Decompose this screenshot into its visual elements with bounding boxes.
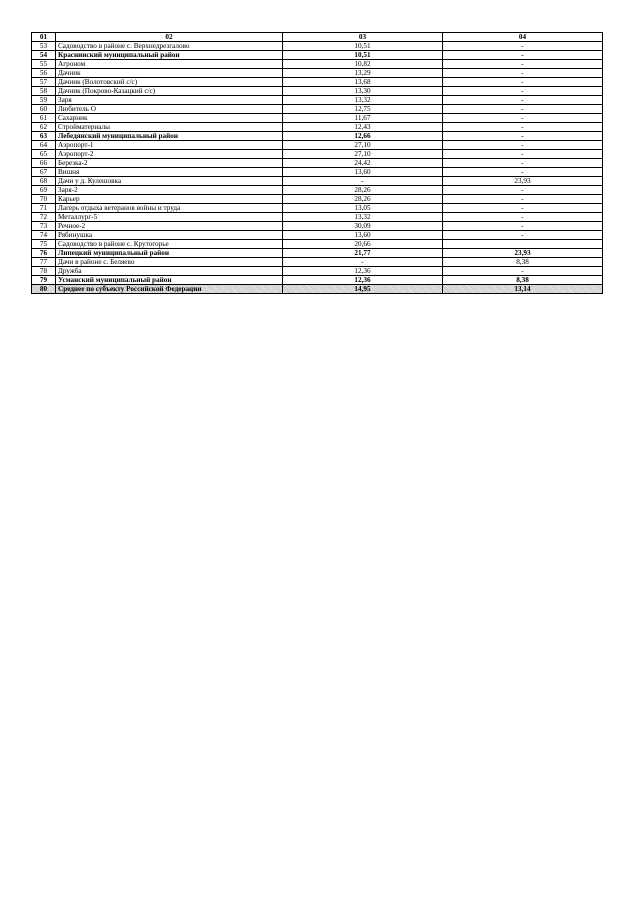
row-value-04-cell: -: [443, 213, 603, 222]
row-number-cell: 75: [32, 240, 56, 249]
table-row: [32, 231, 603, 240]
table-row: [32, 249, 603, 258]
table-row: [32, 204, 603, 213]
row-value-04-cell: -: [443, 123, 603, 132]
row-value-04-cell: -: [443, 168, 603, 177]
row-name-cell: Дачник (Покрово-Казацкий с/с): [56, 87, 283, 96]
table-row: [32, 195, 603, 204]
row-name-cell: Дачи у д. Кулешовка: [56, 177, 283, 186]
row-number-cell: 62: [32, 123, 56, 132]
table-row: [32, 69, 603, 78]
row-name-cell: Вишня: [56, 168, 283, 177]
row-name-cell: Заря-2: [56, 186, 283, 195]
row-value-04-cell: -: [443, 231, 603, 240]
row-value-04-cell: 23,93: [443, 249, 603, 258]
table-row: [32, 276, 603, 285]
row-number-cell: 53: [32, 42, 56, 51]
row-name-cell: Любитель О: [56, 105, 283, 114]
row-name-cell: Агроном: [56, 60, 283, 69]
row-number-cell: 69: [32, 186, 56, 195]
row-value-03-cell: 13,29: [283, 69, 443, 78]
row-value-03-cell: -: [283, 258, 443, 267]
row-value-03-cell: 13,60: [283, 168, 443, 177]
row-number-cell: 70: [32, 195, 56, 204]
row-value-03-cell: 30,09: [283, 222, 443, 231]
row-value-04-cell: 13,14: [443, 285, 603, 294]
row-value-04-cell: -: [443, 150, 603, 159]
table-row: [32, 132, 603, 141]
table-row: [32, 150, 603, 159]
row-number-cell: 78: [32, 267, 56, 276]
table-row: [32, 213, 603, 222]
row-value-04-cell: -: [443, 141, 603, 150]
row-number-cell: 57: [32, 78, 56, 87]
row-value-04-cell: -: [443, 42, 603, 51]
row-number-cell: 77: [32, 258, 56, 267]
row-value-03-cell: 12,36: [283, 276, 443, 285]
row-value-03-cell: 12,66: [283, 132, 443, 141]
row-number-cell: 76: [32, 249, 56, 258]
row-number-cell: 80: [32, 285, 56, 294]
row-name-cell: Дачник (Волотовский с/с): [56, 78, 283, 87]
table-row: [32, 87, 603, 96]
row-number-cell: 63: [32, 132, 56, 141]
row-name-cell: Рябинушка: [56, 231, 283, 240]
row-name-cell: Карьер: [56, 195, 283, 204]
table-row: [32, 60, 603, 69]
row-name-cell: Сахарник: [56, 114, 283, 123]
row-number-cell: 59: [32, 96, 56, 105]
row-name-cell: Дачи в районе с. Беляево: [56, 258, 283, 267]
row-value-03-cell: 10,51: [283, 42, 443, 51]
row-name-cell: Речное-2: [56, 222, 283, 231]
header-col-04: 04: [443, 33, 603, 42]
row-name-cell: Металлург-5: [56, 213, 283, 222]
row-name-cell: Лебедянский муниципальный район: [56, 132, 283, 141]
row-number-cell: 55: [32, 60, 56, 69]
row-value-04-cell: [443, 240, 603, 249]
row-value-03-cell: 13,60: [283, 231, 443, 240]
row-number-cell: 68: [32, 177, 56, 186]
row-number-cell: 64: [32, 141, 56, 150]
row-value-03-cell: 21,77: [283, 249, 443, 258]
row-number-cell: 61: [32, 114, 56, 123]
row-name-cell: Заря: [56, 96, 283, 105]
row-value-04-cell: -: [443, 114, 603, 123]
table-row: [32, 141, 603, 150]
header-col-01: 01: [32, 33, 56, 42]
row-name-cell: Лагерь отдыха ветеранов войны и труда: [56, 204, 283, 213]
row-name-cell: Аэропорт-1: [56, 141, 283, 150]
row-value-04-cell: -: [443, 87, 603, 96]
row-value-04-cell: -: [443, 186, 603, 195]
row-value-03-cell: 27,10: [283, 141, 443, 150]
row-value-03-cell: 28,26: [283, 186, 443, 195]
row-value-04-cell: -: [443, 267, 603, 276]
row-value-03-cell: 13,68: [283, 78, 443, 87]
row-value-03-cell: 12,43: [283, 123, 443, 132]
row-value-03-cell: 12,75: [283, 105, 443, 114]
row-value-03-cell: 11,67: [283, 114, 443, 123]
row-value-03-cell: 10,82: [283, 60, 443, 69]
row-value-03-cell: 14,95: [283, 285, 443, 294]
row-value-04-cell: -: [443, 195, 603, 204]
row-value-03-cell: 13,32: [283, 96, 443, 105]
table-row: [32, 105, 603, 114]
row-name-cell: Липецкий муниципальный район: [56, 249, 283, 258]
table-row: [32, 168, 603, 177]
table-row: [32, 285, 603, 294]
row-number-cell: 71: [32, 204, 56, 213]
row-number-cell: 79: [32, 276, 56, 285]
row-number-cell: 58: [32, 87, 56, 96]
row-number-cell: 56: [32, 69, 56, 78]
table-row: [32, 186, 603, 195]
table-row: [32, 78, 603, 87]
row-value-04-cell: -: [443, 105, 603, 114]
row-value-04-cell: -: [443, 51, 603, 60]
row-value-03-cell: 12,36: [283, 267, 443, 276]
row-value-03-cell: 28,26: [283, 195, 443, 204]
row-name-cell: Садоводство в районе с. Крутогорье: [56, 240, 283, 249]
row-name-cell: Усманский муниципальный район: [56, 276, 283, 285]
row-value-03-cell: 13,32: [283, 213, 443, 222]
table-body: [32, 42, 603, 294]
row-value-03-cell: 13,05: [283, 204, 443, 213]
table-row: [32, 114, 603, 123]
row-value-04-cell: -: [443, 159, 603, 168]
row-number-cell: 67: [32, 168, 56, 177]
row-value-04-cell: 8,38: [443, 276, 603, 285]
row-value-04-cell: -: [443, 204, 603, 213]
row-number-cell: 65: [32, 150, 56, 159]
row-number-cell: 74: [32, 231, 56, 240]
table-row: [32, 123, 603, 132]
row-name-cell: Стройматериалы: [56, 123, 283, 132]
table-header: [32, 33, 603, 42]
row-value-03-cell: 10,51: [283, 51, 443, 60]
row-number-cell: 60: [32, 105, 56, 114]
header-col-02: 02: [56, 33, 283, 42]
table-row: [32, 240, 603, 249]
row-name-cell: Садоводство в районе с. Верхнедрезгалово: [56, 42, 283, 51]
row-value-04-cell: 8,38: [443, 258, 603, 267]
row-value-04-cell: -: [443, 222, 603, 231]
row-name-cell: Среднее по субъекту Российской Федерации: [56, 285, 283, 294]
row-value-03-cell: 24,42: [283, 159, 443, 168]
table-row: [32, 267, 603, 276]
row-value-03-cell: 27,10: [283, 150, 443, 159]
row-name-cell: Аэропорт-2: [56, 150, 283, 159]
table-row: [32, 51, 603, 60]
row-number-cell: 73: [32, 222, 56, 231]
row-name-cell: Дачник: [56, 69, 283, 78]
header-row: [32, 33, 603, 42]
row-value-04-cell: 23,93: [443, 177, 603, 186]
row-name-cell: Дружба: [56, 267, 283, 276]
table-row: [32, 258, 603, 267]
data-table: [31, 32, 603, 294]
table-row: [32, 96, 603, 105]
row-number-cell: 66: [32, 159, 56, 168]
row-name-cell: Березка-2: [56, 159, 283, 168]
row-value-03-cell: 13,30: [283, 87, 443, 96]
row-value-04-cell: -: [443, 96, 603, 105]
table-row: [32, 159, 603, 168]
row-name-cell: Краснинский муниципальный район: [56, 51, 283, 60]
row-value-04-cell: -: [443, 60, 603, 69]
row-value-04-cell: -: [443, 69, 603, 78]
table-row: [32, 177, 603, 186]
row-value-03-cell: 20,66: [283, 240, 443, 249]
table-row: [32, 222, 603, 231]
row-value-04-cell: -: [443, 132, 603, 141]
row-number-cell: 54: [32, 51, 56, 60]
row-value-03-cell: -: [283, 177, 443, 186]
row-number-cell: 72: [32, 213, 56, 222]
table-row: [32, 42, 603, 51]
header-col-03: 03: [283, 33, 443, 42]
row-value-04-cell: -: [443, 78, 603, 87]
